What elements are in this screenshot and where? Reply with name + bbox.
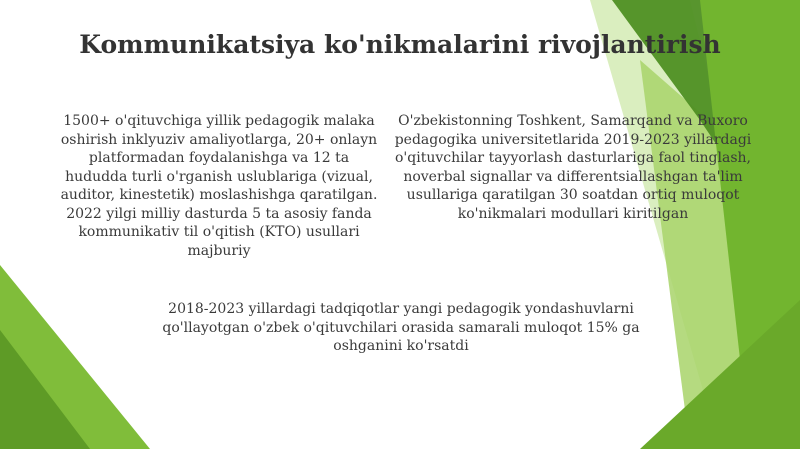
bottom-paragraph: 2018-2023 yillardagi tadqiqotlar yangi pedagogik yondashuvlarni qo'llayotgan o'zbek o'qituvchilari orasida samarali muloqot 15% ga oshganini ko'rsatdi [162,301,640,354]
right-paragraph: O'zbekistonning Toshkent, Samarqand va Buxoro pedagogika universitetlarida 2019-2023 yillardagi o'qituvchilar tayyorlash dasturlariga faol tinglash, noverbal signallar va differentsiallashgan ta'lim usullariga qaratilgan 30 soatdan ortiq muloqot ko'nikmalari modullari kiritilgan [394,113,752,222]
left-paragraph: 1500+ o'qituvchiga yillik pedagogik malaka oshirish inklyuziv amaliyotlarga, 20+ onlayn platformadan foydalanishga va 12 ta hududda turli o'rganish uslublariga (vizual, auditor, kinestetik) moslashishga qaratilgan. 2022 yilgi milliy dasturda 5 ta asosiy fanda kommunikativ til o'qitish (KTO) usullari majburiy [60,113,378,259]
slide-title: Kommunikatsiya ko'nikmalarini rivojlantirish [79,30,721,59]
